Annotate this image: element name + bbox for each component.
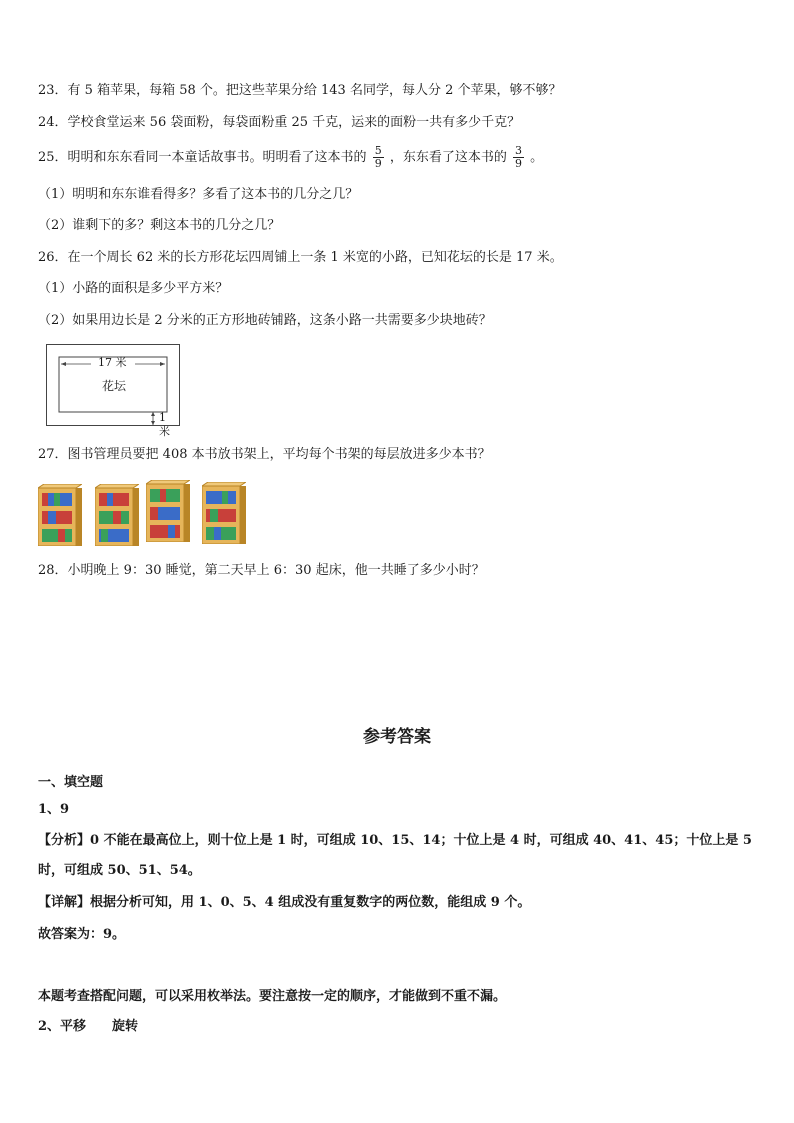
garden-label: 花坛: [102, 379, 127, 393]
length-label: 17 米: [98, 356, 127, 369]
bookshelf-icon: [202, 482, 246, 544]
question-26-part-2: （2）如果用边长是 2 分米的正方形地砖铺路，这条小路一共需要多少块地砖？: [38, 313, 492, 328]
analysis-line-2: 时，可组成 50、51、54。: [38, 863, 201, 878]
fraction-numerator: 3: [514, 144, 522, 157]
answer-1: 1、9: [38, 802, 70, 817]
bookshelf-icon: [38, 484, 82, 546]
width-label: 1 米: [159, 411, 170, 438]
section-heading: 一、填空题: [38, 775, 104, 790]
question-27: 27．图书管理员要把 408 本书放书架上，平均每个书架的每层放进多少本书？: [38, 447, 491, 462]
bookshelf-icon: [95, 484, 139, 546]
fraction-denominator: 9: [514, 157, 522, 170]
question-25-text-a: 25．明明和东东看同一本童话故事书。明明看了这本书的: [38, 150, 367, 165]
question-23: 23．有 5 箱苹果，每箱 58 个。把这些苹果分给 143 名同学，每人分 2 个苹果，够不够？: [38, 83, 562, 98]
note: 本题考查搭配问题，可以采用枚举法。要注意按一定的顺序，才能做到不重不漏。: [38, 989, 507, 1004]
question-25-part-2: （2）谁剩下的多？剩这本书的几分之几？: [38, 218, 281, 233]
bookshelf-icon: [146, 480, 190, 542]
analysis-line-1: 【分析】0 不能在最高位上，则十位上是 1 时，可组成 10、15、14；十位上是 4 时，可组成 40、41、45；十位上是 5: [38, 833, 752, 848]
question-25-text-b: ，东东看了这本书的: [389, 150, 507, 165]
fraction-numerator: 5: [374, 144, 382, 157]
question-26-part-1: （1）小路的面积是多少平方米？: [38, 281, 229, 296]
question-25-part-1: （1）明明和东东谁看得多？多看了这本书的几分之几？: [38, 187, 359, 202]
fraction-5-9: [373, 145, 384, 170]
garden-figure: [46, 344, 180, 438]
fraction-denominator: 9: [374, 157, 382, 170]
fraction-3-9: [513, 145, 524, 170]
answer-2: 2、平移 旋转: [38, 1019, 139, 1034]
detail: 【详解】根据分析可知，用 1、0、5、4 组成没有重复数字的两位数，能组成 9 个。: [38, 895, 531, 910]
question-28: 28．小明晚上 9：30 睡觉，第二天早上 6：30 起床，他一共睡了多少小时？: [38, 563, 485, 578]
conclusion: 故答案为：9。: [38, 927, 126, 942]
question-25-text-c: 。: [530, 150, 544, 165]
question-25: [38, 141, 543, 175]
answers-title: 参考答案: [363, 727, 431, 747]
question-24: 24．学校食堂运来 56 袋面粉，每袋面粉重 25 千克，运来的面粉一共有多少千克？: [38, 115, 521, 130]
question-26: 26．在一个周长 62 米的长方形花坛四周铺上一条 1 米宽的小路，已知花坛的长是 17 米。: [38, 250, 563, 265]
